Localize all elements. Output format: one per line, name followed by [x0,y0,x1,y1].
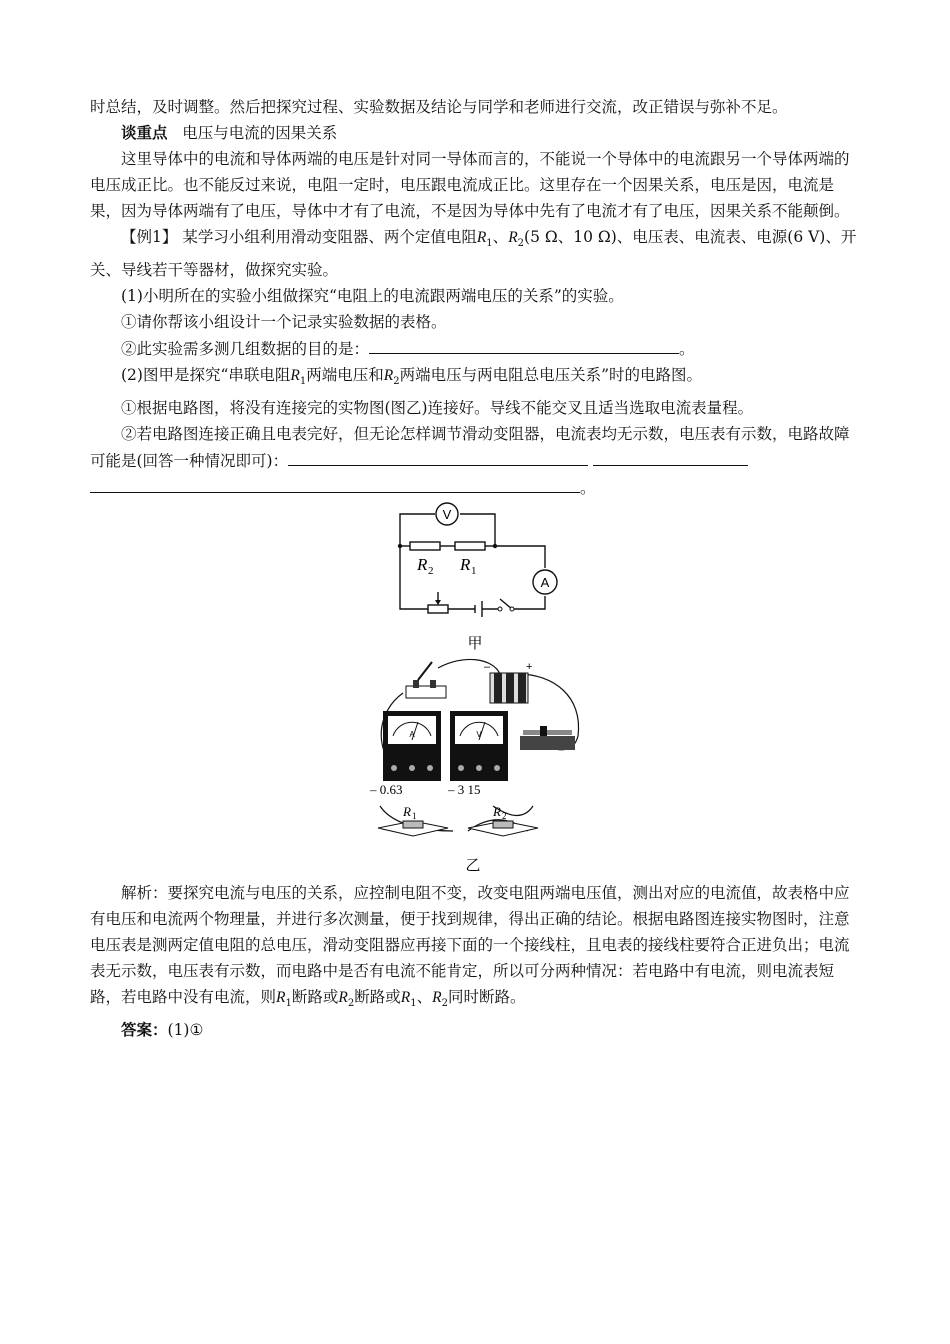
text-line: 时总结，及时调整。然后把探究过程、实验数据及结论与同学和老师进行交流，改正错误与弥补不足。 [90,98,788,116]
var: R [432,989,442,1006]
heading-label: 谈重点 [121,123,168,142]
answer-blank[interactable] [288,447,588,466]
question-2b: ①根据电路图，将没有连接完的实物图(图乙)连接好。导线不能交叉且适当选取电流表量程。 [121,399,754,418]
answer [90,1017,860,1043]
voltmeter-letter: V [476,730,482,739]
subscript: 2 [517,238,525,250]
ammeter-label: A [540,575,550,590]
question-1: (1)小明所在的实验小组做探究“电阻上的电流跟两端电压的关系”的实验。 [121,287,624,306]
analysis [90,880,860,1017]
subscript: 1 [285,998,292,1010]
text: 。 [580,479,596,498]
battery-minus: – [484,661,491,673]
text: 某学习小组利用滑动变阻器、两个定值电阻 [182,228,477,246]
text: (2)图甲是探究“串联电阻 [121,366,291,385]
subscript: 1 [486,238,493,250]
paragraph: 这里导体中的电流和导体两端的电压是针对同一导体而言的，不能说一个导体中的电流跟另一个导体两端的电压成正比。也不能反过来说，电阻一定时，电压跟电流成正比。这里存在一个因果关系，电压是因，电流是果，因为导体两端有了电压，导体中才有了电流，不是因为导体中先有了电流才有了电压，因果关系不能颠倒。 [90,150,850,220]
text: 两端电压与两电阻总电压关系”时的电路图。 [399,366,703,385]
subscript: 2 [347,998,355,1010]
figure-caption: 甲 [467,634,483,652]
var: R [383,367,394,385]
text: ②此实验需多测几组数据的目的是： [121,340,370,359]
var: R [276,989,286,1006]
text: 。 [679,340,695,359]
subscript: 2 [393,376,400,388]
r1-label: R [460,555,471,574]
r1-subscript: 1 [412,811,417,821]
text: 、 [492,228,509,246]
rheostat [520,726,575,750]
text: 、 [416,988,433,1006]
section-heading [90,120,860,146]
figure-caption: 乙 [465,856,481,874]
r2-label: R [493,804,501,819]
ammeter-scale: – 0.63 [370,782,403,797]
battery-plus: + [526,661,533,673]
question-2a [90,362,860,395]
answer-blank[interactable] [593,447,748,466]
subscript: 1 [299,376,307,388]
question-2c [90,421,860,501]
analysis-section [90,880,860,1043]
text: 断路或 [291,988,339,1006]
var: R [290,367,300,385]
text: (5 Ω、10 Ω)、电压表、电流表、电源(6 V)、开关、导线若干等器材，做探究实验。 [90,228,857,280]
voltmeter [450,711,508,781]
var: R [338,989,348,1006]
r1-subscript: 1 [471,565,477,577]
slider-arrow [435,600,441,605]
circuit-diagram [380,494,570,654]
var: R [400,989,411,1006]
text: 两端电压和 [306,366,384,385]
heading-text: 电压与电流的因果关系 [182,124,338,142]
subscript: 1 [410,998,417,1010]
answer-text: (1)① [167,1021,204,1040]
text: 断路或 [354,988,401,1006]
example-tag: 【例1】 [121,228,178,246]
r2-label: R [417,555,428,574]
text: 解析：要探究电流与电压的关系，应控制电阻不变，改变电阻两端电压值，测出对应的电流值，故表格中应有电压和电流两个物理量，并进行多次测量，便于找到规律，得出正确的结论。根据电路图连接实物图时，注意电压表是测两定值电阻的总电压，滑动变阻器应再接下面的一个接线柱，且电表的接线柱要符合正进负出；电流表无示数，电压表有示数，而电路中是否有电流不能肯定，所以可分两种情况：若电路中有电流，则电流表短路，若电路中没有电流，则 [90,884,850,1006]
document-body [90,94,860,501]
r2-subscript: 2 [502,811,507,821]
answer-label: 答案： [121,1020,168,1040]
question-1b [90,335,860,362]
answer-blank[interactable] [90,474,580,493]
ammeter-letter: A [409,730,415,739]
text: 同时断路。 [447,988,526,1006]
answer-blank[interactable] [369,335,679,354]
apparatus-drawing [368,656,593,876]
question-1a: ①请你帮该小组设计一个记录实验数据的表格。 [121,313,447,332]
ammeter [383,711,441,781]
subscript: 2 [441,998,448,1010]
example-intro [90,224,860,283]
r2-subscript: 2 [428,565,434,577]
text: ②若电路图连接正确且电表完好，但无论怎样调节滑动变阻器，电流表均无示数，电压表有示数，电路故障可能是(回答一种情况即可)： [90,425,850,471]
voltmeter-label: V [442,507,452,522]
r1-label: R [403,804,411,819]
battery [484,661,532,703]
voltmeter-scale: – 3 15 [448,782,481,797]
var: R [476,229,487,246]
resistor-r1 [378,804,448,836]
var: R [508,229,518,246]
